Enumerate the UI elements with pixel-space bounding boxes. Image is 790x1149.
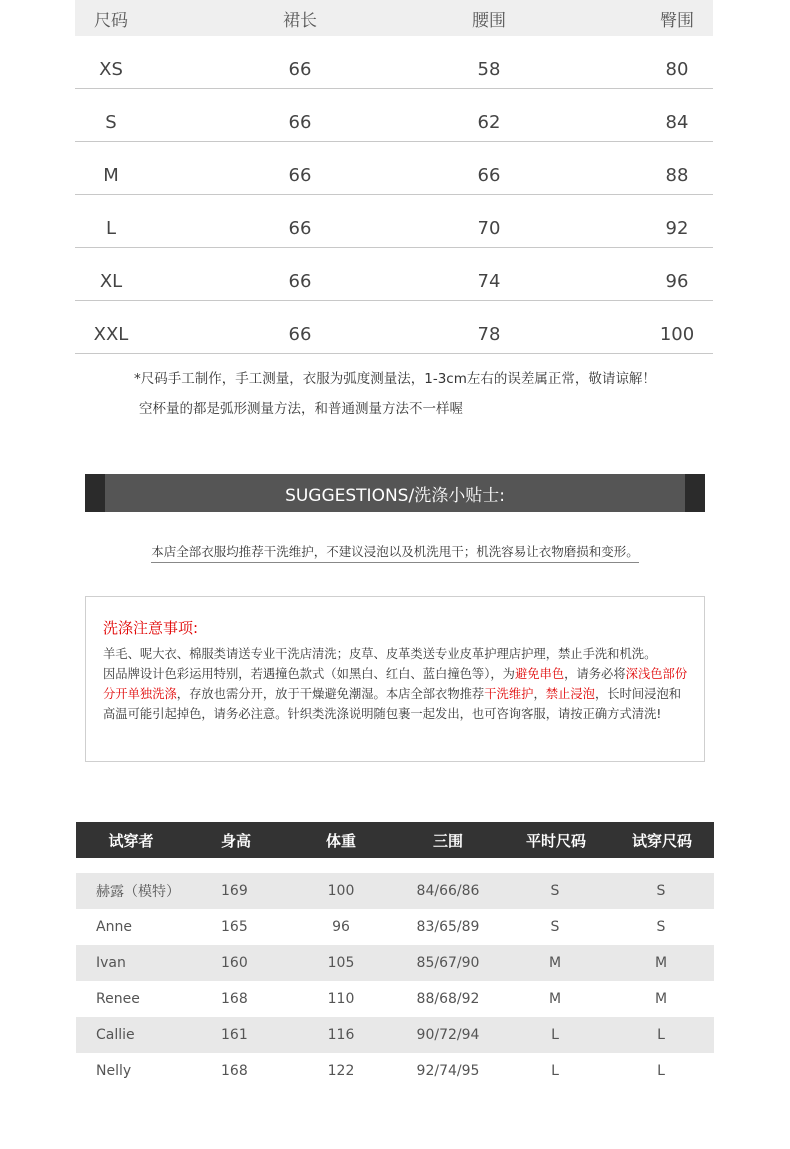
length-cell: 66 (288, 270, 312, 292)
tester-usual-size: M (548, 991, 562, 1007)
table-row (75, 248, 713, 301)
tester-height: 169 (221, 883, 248, 899)
size-cell: XL (99, 270, 123, 292)
text-segment: 因品牌设计色彩运用特别，若遇撞色款式（如黑白、红白、蓝白撞色等），为 (103, 667, 515, 681)
tester-usual-size: L (551, 1027, 559, 1043)
tester-tried-size: S (656, 919, 666, 935)
wash-notice-paragraph2 (103, 664, 693, 724)
waist-cell: 58 (477, 58, 501, 80)
hip-cell: 80 (665, 58, 689, 80)
hip-cell: 92 (665, 217, 689, 239)
tester-weight: 122 (327, 1063, 355, 1079)
size-cell: L (105, 217, 117, 239)
tester-name: Renee (96, 991, 140, 1007)
tester-measurements: 84/66/86 (416, 883, 480, 899)
text-segment: ，存放也需分开，放于干燥避免潮湿。本店全部衣物推荐 (176, 687, 485, 701)
table-row (76, 1017, 714, 1053)
highlight-text: 深浅色部份分开单独洗涤 (103, 667, 688, 701)
table-row (75, 301, 713, 354)
suggestions-title: SUGGESTIONS/洗涤小贴士: (105, 474, 685, 512)
tester-measurements: 83/65/89 (416, 919, 480, 935)
tester-height: 160 (221, 955, 248, 971)
waist-cell: 62 (477, 111, 501, 133)
highlight-text: 避免串色 (514, 667, 565, 681)
waist-cell: 74 (477, 270, 501, 292)
tester-usual-size: S (550, 883, 560, 899)
text-segment: ，长时间浸泡和高温可能引起掉色，请务必注意。针织类洗涤说明随包裹一起发出，也可咨询客服，请按正确方式清洗! (103, 687, 682, 721)
table-row (76, 981, 714, 1017)
header-usual-size: 平时尺码 (525, 831, 586, 850)
try-on-table (76, 822, 714, 1089)
tester-tried-size: M (654, 991, 668, 1007)
size-cell: XS (99, 58, 123, 80)
header-weight: 体重 (325, 831, 356, 850)
measurement-note: *尺码手工制作，手工测量，衣服为弧度测量法，1-3cm左右的误差属正常，敬请谅解！ (134, 371, 656, 387)
tester-height: 161 (221, 1027, 248, 1043)
tester-tried-size: S (656, 883, 666, 899)
tester-usual-size: M (548, 955, 562, 971)
size-cell: XXL (93, 323, 129, 345)
tester-weight: 110 (327, 991, 355, 1007)
waist-cell: 66 (477, 164, 501, 186)
tester-usual-size: L (551, 1063, 559, 1079)
tester-weight: 105 (327, 955, 355, 971)
tester-name: Ivan (96, 955, 126, 971)
table-row (76, 945, 714, 981)
hip-cell: 100 (659, 323, 695, 345)
text-segment: ， (533, 687, 546, 701)
header-height: 身高 (220, 831, 251, 850)
suggestions-banner (85, 474, 705, 512)
wash-notice-box (85, 596, 705, 762)
tester-height: 168 (221, 991, 248, 1007)
header-hip: 臀围 (660, 10, 694, 31)
waist-cell: 70 (477, 217, 501, 239)
table-row (76, 1053, 714, 1089)
table-row (75, 142, 713, 195)
tester-name: Nelly (96, 1063, 132, 1079)
header-skirt-length: 裙长 (283, 10, 317, 31)
tester-name: 赫露（模特） (96, 884, 180, 900)
tester-usual-size: S (550, 919, 560, 935)
length-cell: 66 (288, 217, 312, 239)
length-cell: 66 (288, 323, 312, 345)
table-row (75, 36, 713, 89)
tester-measurements: 92/74/95 (416, 1063, 480, 1079)
size-cell: M (103, 164, 119, 186)
size-table (75, 0, 713, 354)
hip-cell: 96 (665, 270, 689, 292)
table-row (75, 89, 713, 142)
wash-notice-title: 洗涤注意事项: (103, 619, 199, 637)
table-row (75, 195, 713, 248)
wash-notice-body (103, 644, 693, 724)
tester-tried-size: L (657, 1027, 665, 1043)
tester-measurements: 88/68/92 (416, 991, 480, 1007)
try-on-header (76, 822, 714, 858)
text-segment: ，请务必将 (564, 667, 626, 681)
tester-measurements: 85/67/90 (416, 955, 480, 971)
hip-cell: 84 (665, 111, 689, 133)
length-cell: 66 (288, 164, 312, 186)
waist-cell: 78 (477, 323, 501, 345)
header-size: 尺码 (94, 10, 128, 31)
tester-tried-size: M (654, 955, 668, 971)
washing-advice (0, 541, 790, 563)
tester-weight: 96 (332, 919, 350, 935)
tester-weight: 100 (327, 883, 355, 899)
wash-notice-line1: 羊毛、呢大衣、棉服类请送专业干洗店清洗；皮草、皮革类送专业皮革护理店护理，禁止手洗和机洗。 (103, 647, 657, 661)
cup-measurement-note: 空杯量的都是弧形测量方法，和普通测量方法不一样喔 (139, 401, 463, 417)
tester-height: 165 (221, 919, 248, 935)
tester-height: 168 (221, 1063, 248, 1079)
header-gap (76, 858, 714, 873)
size-table-header (75, 0, 713, 36)
header-tester: 试穿者 (108, 831, 154, 850)
tester-tried-size: L (657, 1063, 665, 1079)
tester-name: Anne (96, 919, 132, 935)
highlight-text: 禁止浸泡 (545, 687, 595, 701)
header-measurements: 三围 (432, 831, 463, 850)
length-cell: 66 (288, 111, 312, 133)
header-waist: 腰围 (472, 10, 506, 31)
size-cell: S (105, 111, 117, 133)
table-row (76, 873, 714, 909)
table-row (76, 909, 714, 945)
header-tried-size: 试穿尺码 (631, 831, 692, 850)
tester-measurements: 90/72/94 (416, 1027, 480, 1043)
tester-weight: 116 (327, 1027, 355, 1043)
washing-advice-text: 本店全部衣服均推荐干洗维护，不建议浸泡以及机洗甩干；机洗容易让衣物磨损和变形。 (151, 542, 639, 563)
highlight-text: 干洗维护 (484, 687, 534, 701)
length-cell: 66 (288, 58, 312, 80)
tester-name: Callie (96, 1027, 135, 1043)
hip-cell: 88 (665, 164, 689, 186)
